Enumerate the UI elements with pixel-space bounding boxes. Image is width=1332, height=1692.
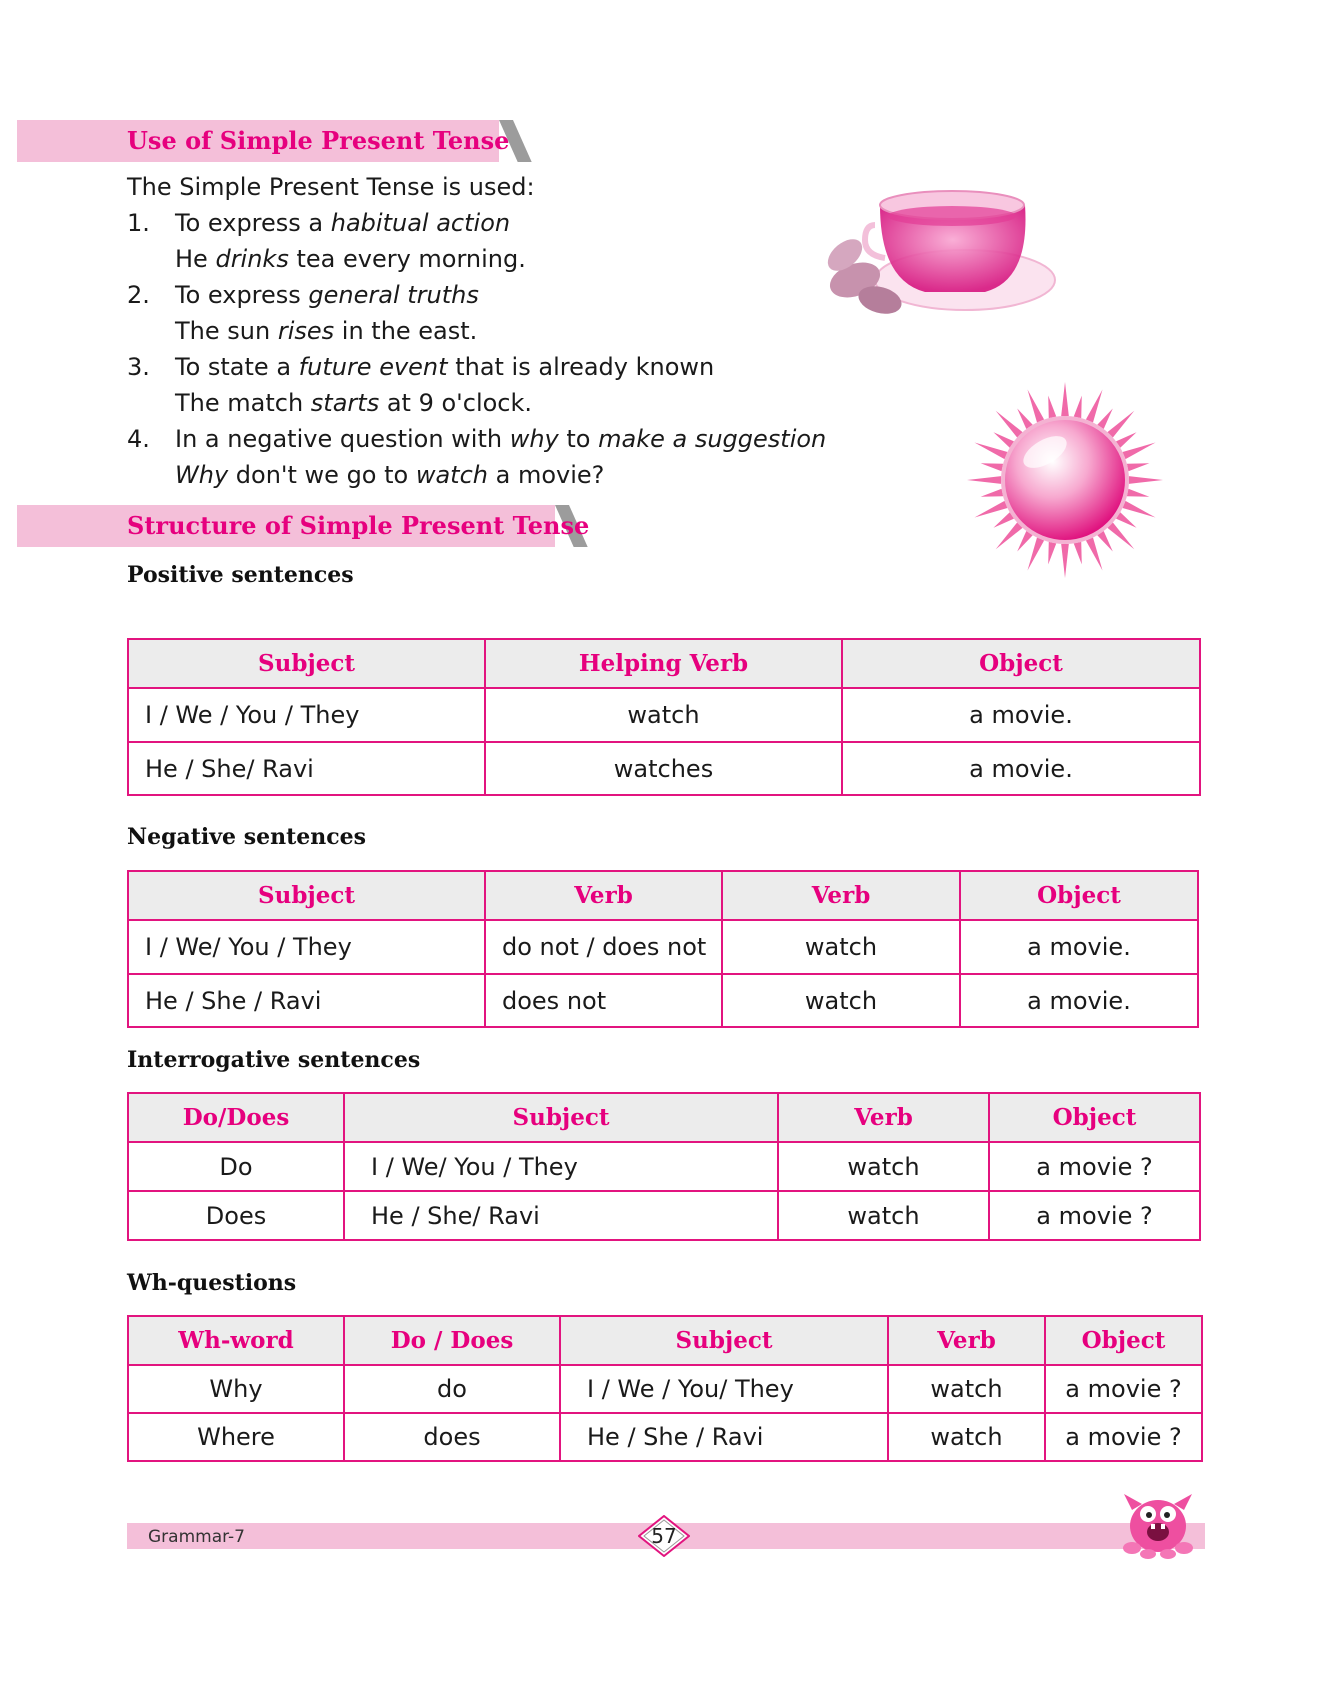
table-cell: I / We / You/ They [560,1365,888,1413]
table-header: Do / Does [344,1316,560,1365]
sun-ray [1048,396,1056,418]
table-cell: a movie ? [989,1142,1200,1191]
table-cell: does not [485,974,722,1027]
heading-negative: Negative sentences [127,824,367,850]
tea-cup-icon [825,180,1060,330]
list-item: 1. [127,209,150,237]
sun-ray [993,512,1014,527]
table-header: Helping Verb [485,639,842,688]
sun-ray [1097,531,1112,552]
table-row [128,1191,1200,1240]
sun-ray [1027,389,1044,422]
table-cell: a movie ? [1045,1413,1202,1461]
table-cell: I / We / You / They [128,688,485,742]
table-cell: watch [778,1142,989,1191]
sun-ray [1107,411,1134,438]
list-item: 2. [127,281,150,309]
footer-book-title: Grammar-7 [148,1527,245,1547]
table-header: Object [989,1093,1200,1142]
sun-ray [1127,489,1149,497]
sun-ray [1129,476,1163,484]
sun-ray [1017,531,1032,552]
sun-ray [1017,408,1032,429]
table-interrogative [127,1092,1201,1241]
sun-ray [1048,542,1056,564]
table-header: Object [960,871,1198,920]
list-item-text: To express a habitual action [175,209,511,237]
table-cell: He / She / Ravi [560,1413,888,1461]
table-header: Subject [344,1093,778,1142]
sun-ray [1097,408,1112,429]
sun-ray [1116,432,1137,447]
table-cell: do [344,1365,560,1413]
table-cell: a movie ? [989,1191,1200,1240]
table-header: Object [1045,1316,1202,1365]
sun-ray [1061,544,1069,578]
sun-ray [967,476,1001,484]
table-cell: watch [888,1413,1045,1461]
sun-ray [1027,538,1044,571]
table-header: Do/Does [128,1093,344,1142]
table-cell: watch [722,974,960,1027]
table-header: Subject [128,871,485,920]
table-row [128,1365,1202,1413]
table-cell: watch [485,688,842,742]
table-cell: He / She/ Ravi [128,742,485,795]
sun-ray [996,522,1023,549]
list-item-example: He drinks tea every morning. [175,245,526,273]
table-header: Wh-word [128,1316,344,1365]
sun-ray [1086,538,1103,571]
table-cell: Do [128,1142,344,1191]
table-cell: a movie. [842,742,1200,795]
table-cell: Does [128,1191,344,1240]
list-item: 4. [127,425,150,453]
table-cell: Where [128,1413,344,1461]
table-cell: watches [485,742,842,795]
table-cell: a movie. [960,920,1198,974]
list-item-example: The match starts at 9 o'clock. [175,389,533,417]
table-header: Verb [888,1316,1045,1365]
table-cell: watch [778,1191,989,1240]
sun-ray [1123,442,1156,459]
list-item-example: Why don't we go to watch a movie? [175,461,605,489]
table-cell: I / We/ You / They [344,1142,778,1191]
sun-icon [965,380,1165,580]
section-title-use: Use of Simple Present Tense [127,126,510,155]
monster-mascot-icon [1118,1488,1198,1560]
heading-wh: Wh-questions [127,1270,297,1296]
table-cell: I / We/ You / They [128,920,485,974]
sun-ray [981,463,1003,471]
sun-ray [1086,389,1103,422]
table-cell: Why [128,1365,344,1413]
sun-ray [1107,522,1134,549]
sun-ray [974,501,1007,518]
table-row [128,920,1198,974]
sun-ray [974,442,1007,459]
sun-ray [1061,382,1069,416]
table-row [128,1413,1202,1461]
table-header: Verb [722,871,960,920]
table-negative [127,870,1199,1028]
list-item-example: The sun rises in the east. [175,317,478,345]
table-header: Subject [560,1316,888,1365]
list-item: 3. [127,353,150,381]
sun-ray [1074,396,1082,418]
page-number-badge [638,1515,690,1557]
list-item-text: To state a future event that is already known [175,353,715,381]
sun-ray [1116,512,1137,527]
table-row [128,742,1200,795]
sun-ray [1127,463,1149,471]
table-header: Verb [485,871,722,920]
list-item-text: To express general truths [175,281,479,309]
table-header: Verb [778,1093,989,1142]
table-cell: does [344,1413,560,1461]
table-cell: a movie ? [1045,1365,1202,1413]
table-row [128,1142,1200,1191]
section-title-structure: Structure of Simple Present Tense [127,511,590,540]
table-cell: He / She/ Ravi [344,1191,778,1240]
sun-ray [981,489,1003,497]
page-number: 57 [651,1524,677,1548]
table-wh [127,1315,1203,1462]
table-cell: a movie. [960,974,1198,1027]
table-cell: watch [722,920,960,974]
table-positive [127,638,1201,796]
heading-interrogative: Interrogative sentences [127,1047,421,1073]
table-cell: do not / does not [485,920,722,974]
sun-ray [1123,501,1156,518]
sun-ray [993,432,1014,447]
sun-ray [996,411,1023,438]
heading-positive: Positive sentences [127,562,354,588]
table-row [128,974,1198,1027]
table-header: Subject [128,639,485,688]
table-header: Object [842,639,1200,688]
intro-text: The Simple Present Tense is used: [127,173,535,201]
table-cell: He / She / Ravi [128,974,485,1027]
list-item-text: In a negative question with why to make a suggestion [175,425,827,453]
sun-ray [1074,542,1082,564]
table-cell: watch [888,1365,1045,1413]
table-cell: a movie. [842,688,1200,742]
table-row [128,688,1200,742]
